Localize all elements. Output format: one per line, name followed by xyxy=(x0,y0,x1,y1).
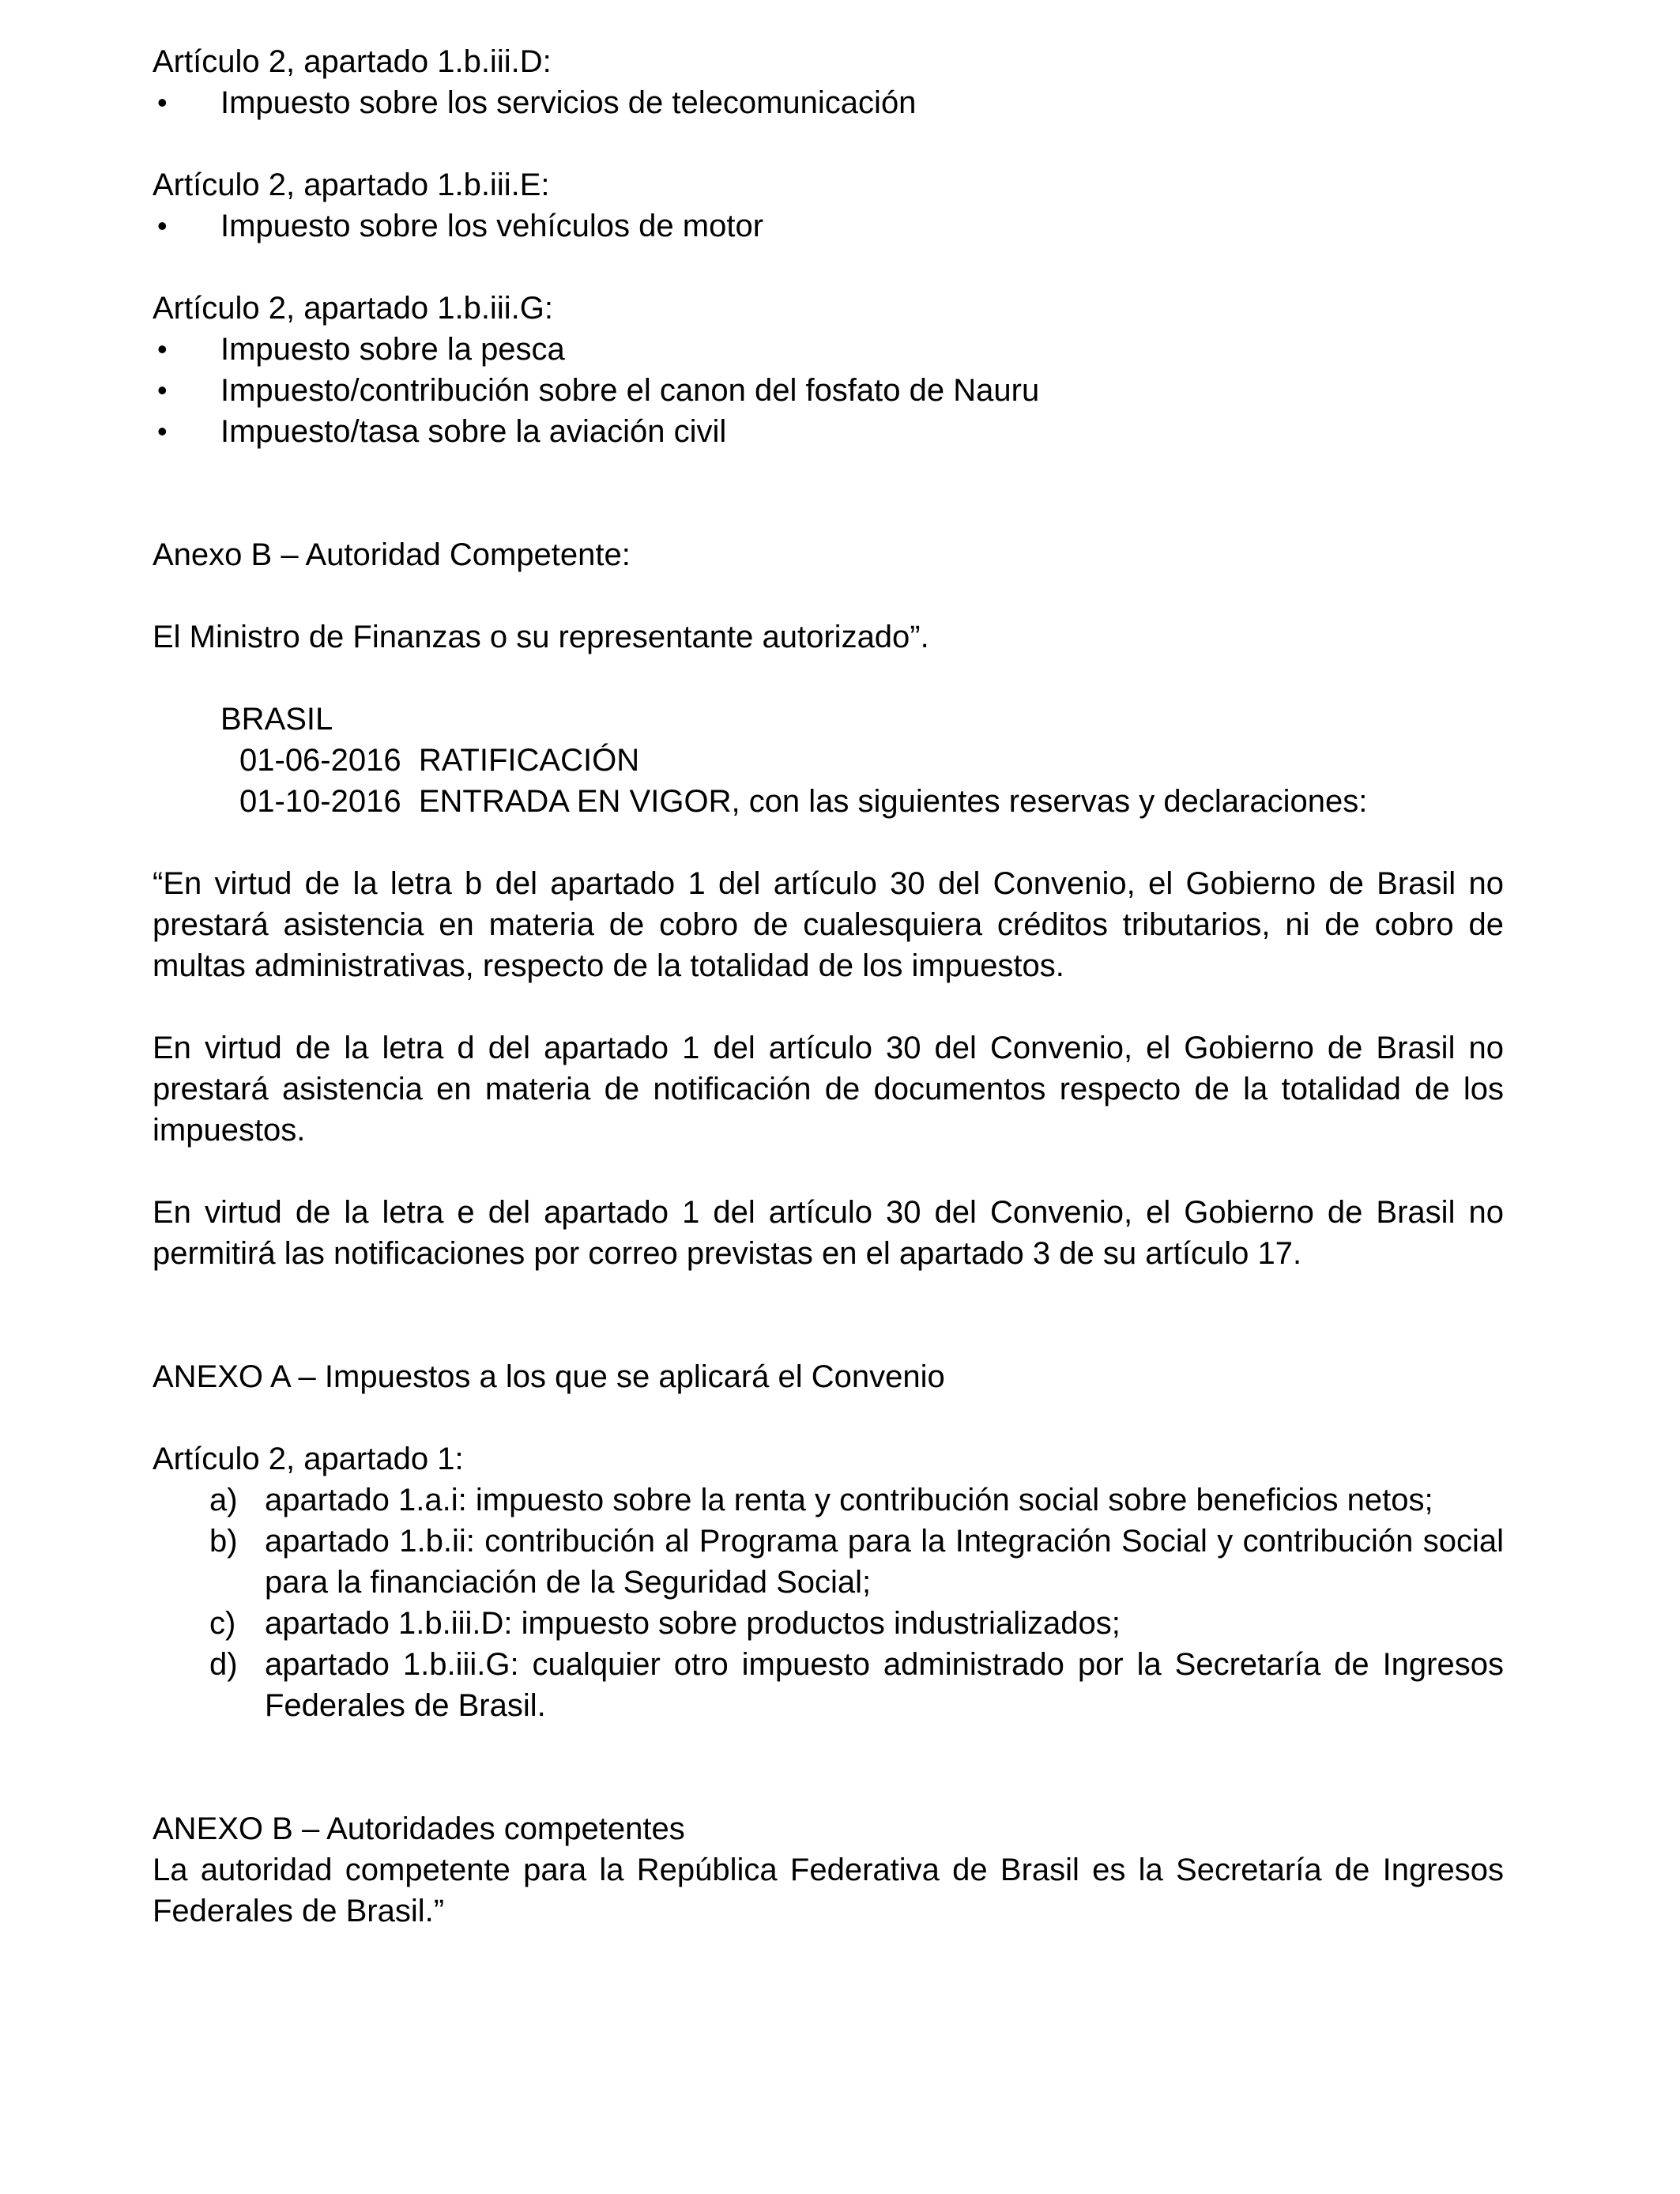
section-heading-d: Artículo 2, apartado 1.b.iii.D: xyxy=(153,44,552,79)
anexo-a-title: ANEXO A – Impuestos a los que se aplicará el Convenio xyxy=(153,1359,945,1394)
list-item-text: Impuesto sobre la pesca xyxy=(220,332,565,367)
list-item-text: apartado 1.b.iii.G: cualquier otro impuesto administrado por la Secretaría de Ingresos Federales de Brasil. xyxy=(265,1647,1504,1723)
list-marker: d) xyxy=(209,1647,238,1682)
list-marker: b) xyxy=(209,1524,238,1559)
list-item-text: apartado 1.b.iii.D: impuesto sobre productos industrializados; xyxy=(265,1606,1121,1641)
list-item-text: apartado 1.a.i: impuesto sobre la renta y contribución social sobre beneficios netos; xyxy=(265,1483,1433,1517)
list-item xyxy=(153,1603,1504,1644)
list-item-text: Impuesto/contribución sobre el canon del fosfato de Nauru xyxy=(220,373,1040,408)
list-item xyxy=(153,1521,1504,1603)
list-item xyxy=(153,329,1504,370)
reservation-paragraph-d: En virtud de la letra d del apartado 1 del artículo 30 del Convenio, el Gobierno de Brasil no prestará asistencia en materia de notificación de documentos respecto de la totalidad de los impuestos. xyxy=(153,1031,1504,1148)
list-item-text: Impuesto sobre los servicios de telecomunicación xyxy=(220,85,917,120)
document-body xyxy=(153,41,1504,1932)
entry-into-force-date: 01-10-2016 ENTRADA EN VIGOR, con las siguientes reservas y declaraciones: xyxy=(239,784,1368,819)
list-item xyxy=(153,411,1504,452)
anexo-b-title: Anexo B – Autoridad Competente: xyxy=(153,537,631,572)
bullet-list-d xyxy=(153,82,1504,123)
section-heading-g: Artículo 2, apartado 1.b.iii.G: xyxy=(153,291,553,326)
bullet-list-g xyxy=(153,329,1504,452)
reservation-paragraph-b: “En virtud de la letra b del apartado 1 del artículo 30 del Convenio, el Gobierno de Brasil no prestará asistencia en materia de cobro de cualesquiera créditos tributarios, ni de cobro de multas administrativas, respecto de la totalidad de los impuestos. xyxy=(153,866,1504,983)
anexo-a-list xyxy=(153,1480,1504,1726)
section-heading-e: Artículo 2, apartado 1.b.iii.E: xyxy=(153,168,550,202)
list-item xyxy=(153,205,1504,247)
list-item xyxy=(153,370,1504,411)
list-item xyxy=(153,1480,1504,1521)
reservation-paragraph-e: En virtud de la letra e del apartado 1 del artículo 30 del Convenio, el Gobierno de Brasil no permitirá las notificaciones por correo previstas en el apartado 3 de su artículo 17. xyxy=(153,1195,1504,1271)
anexo-b2-text: La autoridad competente para la República Federativa de Brasil es la Secretaría de Ingresos Federales de Brasil.” xyxy=(153,1853,1504,1928)
list-item xyxy=(153,82,1504,123)
bullet-icon: • xyxy=(157,415,168,447)
bullet-list-e xyxy=(153,205,1504,247)
list-item-text: Impuesto sobre los vehículos de motor xyxy=(220,209,764,243)
bullet-icon: • xyxy=(157,209,168,242)
country-heading: BRASIL xyxy=(220,702,333,737)
bullet-icon: • xyxy=(157,333,168,365)
list-item xyxy=(153,1644,1504,1726)
bullet-icon: • xyxy=(157,374,168,406)
anexo-a-subheading: Artículo 2, apartado 1: xyxy=(153,1442,464,1476)
anexo-b-text: El Ministro de Finanzas o su representante autorizado”. xyxy=(153,620,929,654)
ratification-date: 01-06-2016 RATIFICACIÓN xyxy=(239,743,640,778)
list-item-text: Impuesto/tasa sobre la aviación civil xyxy=(220,414,727,449)
list-marker: a) xyxy=(209,1483,238,1517)
bullet-icon: • xyxy=(157,86,168,119)
list-marker: c) xyxy=(209,1606,236,1641)
anexo-b2-title: ANEXO B – Autoridades competentes xyxy=(153,1811,685,1846)
list-item-text: apartado 1.b.ii: contribución al Programa para la Integración Social y contribución social para la financiación de la Seguridad Social; xyxy=(265,1524,1504,1600)
